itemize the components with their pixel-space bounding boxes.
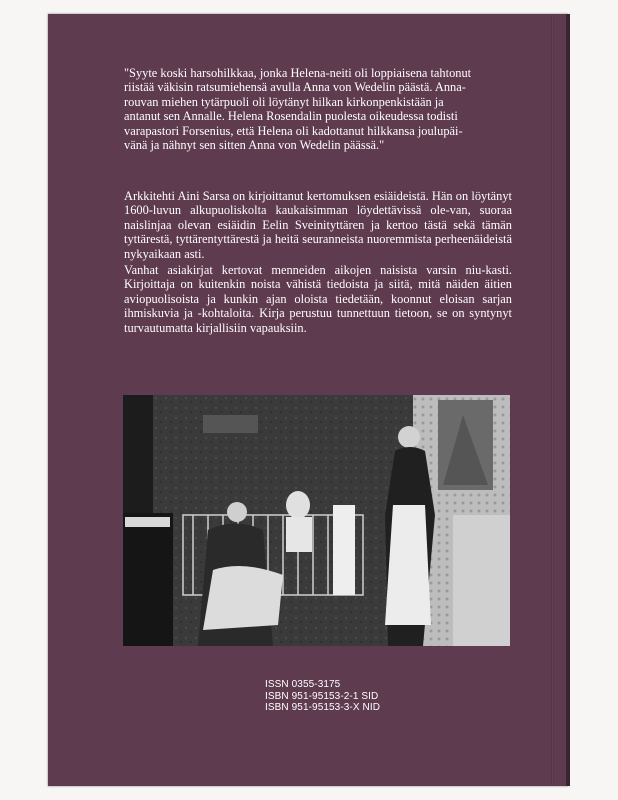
blurb [124, 189, 512, 335]
quote-line: rouvan miehen tytärpuoli oli löytänyt hilkan kirkonpenkistään ja [124, 94, 444, 109]
photograph-image [123, 395, 510, 646]
spine-fold [551, 14, 554, 786]
quote-line: vänä ja nähnyt sen sitten Anna von Wedelin päässä." [124, 138, 385, 153]
blurb-paragraph: Vanhat asiakirjat kertovat menneiden aikojen naisista varsin niu-kasti. Kirjoittaja on kuitenkin noista vähistä tiedoista ja siitä, mitä näiden äitien aviopuolisoista ja kunkin ajan oloista tiedetään, koonnut eloisan sarjan ihmiskuvia ja -kohtaloita. Kirja perustuu tunnettuun tietoon, se on syntynyt turvautumatta kirjallisiin vapauksiin. [124, 263, 512, 335]
isbn-sid: ISBN 951-95153-2-1 SID [265, 690, 379, 702]
quote-excerpt [124, 66, 504, 152]
quote-line: antanut sen Annalle. Helena Rosendalin puolesta oikeudessa todisti [124, 109, 458, 124]
issn-number: ISSN 0355-3175 [265, 679, 341, 690]
quote-line: riistää väkisin ratsumiehensä avulla Anna von Wedelin päästä. Anna- [124, 80, 466, 95]
quote-line: varapastori Forsenius, että Helena oli kadottanut hilkkansa joulupäi- [124, 123, 463, 138]
blurb-paragraph: Arkkitehti Aini Sarsa on kirjoittanut kertomuksen esiäideistä. Hän on löytänyt 1600-luvun alkupuoliskolta kaukaisimman löydettävissä ole-van, suoraa naislinjaa olevan esiäidin Eelin Sveinityttären ja kertoo tästä sekä tämän tyttärestä, tyttärentyttärestä ja heitä seuranneista nuoremmista perheenäideistä nykyaikaan asti. [124, 189, 512, 261]
historical-photograph [123, 395, 510, 646]
cover-edge [566, 14, 570, 786]
quote-line: "Syyte koski harsohilkkaa, jonka Helena-neiti oli loppiaisena tahtonut [124, 66, 472, 80]
isbn-nid: ISBN 951-95153-3-X NID [265, 702, 381, 713]
isbn-block [265, 679, 380, 714]
